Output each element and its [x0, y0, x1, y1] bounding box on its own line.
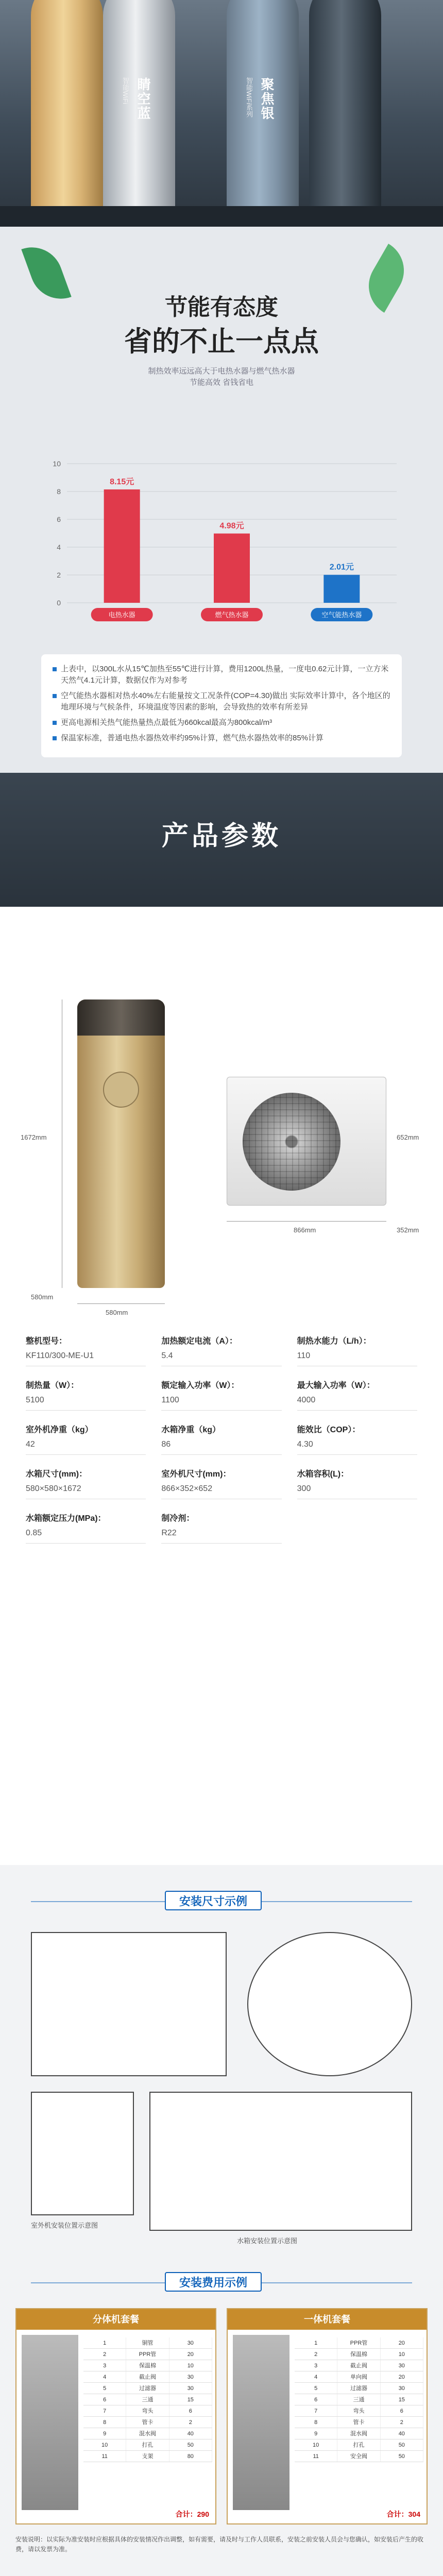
install-fee-tag: 安装费用示例 [165, 2272, 262, 2292]
spec-item: 制热水能力（L/h）： 110 [297, 1329, 417, 1366]
hero-section [0, 0, 443, 227]
split-package-title: 分体机套餐 [16, 2309, 215, 2330]
height-label: 1672mm [21, 1133, 47, 1141]
integrated-total: 合计：304 [386, 2510, 420, 2518]
dark-tank-image [309, 0, 381, 222]
outdoor-width-dim [227, 1221, 386, 1222]
spec-item: 最大输入功率（W）： 4000 [297, 1374, 417, 1411]
gold-tank-image [31, 0, 103, 222]
spec-item: 能效比（COP）： 4.30 [297, 1418, 417, 1455]
split-total: 合计：290 [175, 2510, 209, 2518]
tank-install-diagram [149, 2092, 412, 2231]
floor [0, 206, 443, 227]
params-title: 产品参数 [161, 821, 281, 851]
x-tick-label: 电热水器 [108, 611, 135, 619]
install-dim-tag: 安装尺寸示例 [165, 1891, 262, 1910]
water-tank-image [77, 999, 165, 1288]
saving-title: 节能有态度 [165, 295, 278, 320]
silver-tank-image [103, 0, 175, 222]
split-package-box [15, 2308, 216, 2524]
diagram-note: 水箱安装位置示意图 [237, 2237, 298, 2245]
tank1-sub: 智能WiFi [122, 77, 129, 104]
note-item: 保温家标准，普通电热水器热效率约95%计算，燃气热水器热效率的85%计算 [53, 733, 390, 744]
spec-item: 水箱净重（kg） 86 [161, 1418, 281, 1455]
note-item: 更高电源相关热气能热量热点最低为660kcal最高为800kcal/m³ [53, 717, 390, 728]
diagram-note: 室外机安装位置示意图 [31, 2222, 98, 2229]
outdoor-depth-label: 352mm [397, 1226, 419, 1234]
width-dimension [77, 1303, 165, 1304]
cost-bar-chart [36, 453, 407, 629]
saving-notes [41, 654, 402, 757]
tank2-sub: 智能WiFi系列 [245, 77, 253, 117]
spec-item: 水箱尺寸(mm)： 580×580×1672 [26, 1462, 146, 1499]
bar [104, 489, 140, 603]
outdoor-height-label: 652mm [397, 1133, 419, 1141]
integrated-package-box [227, 2308, 428, 2524]
x-tick-label: 燃气热水器 [215, 611, 249, 619]
install-fee-section [0, 2262, 443, 2576]
spec-item: 水箱额定压力(MPa)： 0.85 [26, 1506, 146, 1544]
y-tick-label: 8 [57, 487, 61, 496]
y-tick-label: 4 [57, 543, 61, 551]
fee-mini-table: 1 铜管 30 2 PPR管 20 3 保温棉 10 4 截止阀 30 5 过滤器 30 6 三通 15 7 弯头 6 8 管卡 2 9 混水阀 40 10 打孔 50 11 支架 80 [83, 2337, 212, 2462]
tank2-name: 聚焦银 [259, 77, 275, 121]
spec-item: 加热额定电流（A）： 5.4 [161, 1329, 281, 1366]
x-tick-label: 空气能热水器 [321, 611, 362, 619]
cost-chart-svg [36, 453, 407, 629]
spec-item: 水箱容积(L)： 300 [297, 1462, 417, 1499]
y-tick-label: 0 [57, 599, 61, 607]
install-dimension-section [0, 1865, 443, 2262]
energy-saving-section [0, 227, 443, 773]
bar [214, 534, 250, 603]
spec-item: 制冷剂： R22 [161, 1506, 281, 1544]
top-view-diagram [247, 1932, 412, 2076]
fan-side-diagram [31, 2092, 134, 2215]
haier-logo-icon [103, 1072, 139, 1108]
note-item: 上表中，以300L水从15℃加热至55℃进行计算，费用1200L热量，一度电0.62元计算，一立方米天然气4.1元计算，数据仅作为对参考 [53, 664, 390, 686]
depth-label: 580mm [31, 1293, 54, 1301]
outdoor-width-label: 866mm [294, 1226, 316, 1234]
width-label: 580mm [106, 1309, 128, 1316]
tank1-name: 睛空蓝 [135, 77, 151, 121]
install-photo [22, 2335, 78, 2510]
spec-grid [26, 1329, 417, 1544]
saving-subtitle: 制热效率远远高大于电热水器与燃气热水器 节能高效 省钱省电 [148, 367, 295, 387]
y-tick-label: 10 [53, 460, 61, 468]
integrated-package-title: 一体机套餐 [228, 2309, 427, 2330]
fee-mini-table: 1 PPR管 20 2 保温棉 10 3 截止阀 30 4 单向阀 20 5 过滤器 30 6 三通 15 7 弯头 6 8 管卡 2 9 混水阀 40 10 打孔 50 11 安全阀 50 [295, 2337, 423, 2462]
params-banner [0, 773, 443, 907]
spec-item: 室外机净重（kg） 42 [26, 1418, 146, 1455]
spec-item: 制热量（W）： 5100 [26, 1374, 146, 1411]
bar [323, 575, 360, 603]
spec-item: 额定输入功率（W）： 1100 [161, 1374, 281, 1411]
spec-item: 整机型号： KF110/300-ME-U1 [26, 1329, 146, 1366]
y-tick-label: 6 [57, 515, 61, 523]
note-item: 空气能热水器相对热水40%左右能量按文工况条件(COP=4.30)做出 实际效率计算中，各个地区的地理环境与气候条件，环境温度等因素的影响，会导致热的效率有所差异 [53, 690, 390, 713]
product-params-section [0, 773, 443, 1865]
data-label: 2.01元 [329, 563, 354, 572]
spec-item: 室外机尺寸(mm)： 866×352×652 [161, 1462, 281, 1499]
y-tick-label: 2 [57, 571, 61, 579]
fee-note: 安装说明：以实际为准安装时应根据具体的安装情况作出调整，如有需要，请及时与工作人员联系，安装之前安装人员会与您确认，如安装后产生的收费，请以发票为准。 [15, 2536, 424, 2553]
data-label: 8.15元 [110, 477, 134, 486]
outdoor-install-diagram [31, 1932, 227, 2076]
outdoor-unit-image [227, 1077, 386, 1206]
install-photo [233, 2335, 289, 2510]
data-label: 4.98元 [219, 521, 244, 531]
saving-title-2: 省的不止一点点 [124, 326, 319, 357]
blue-tank-image [227, 0, 299, 222]
